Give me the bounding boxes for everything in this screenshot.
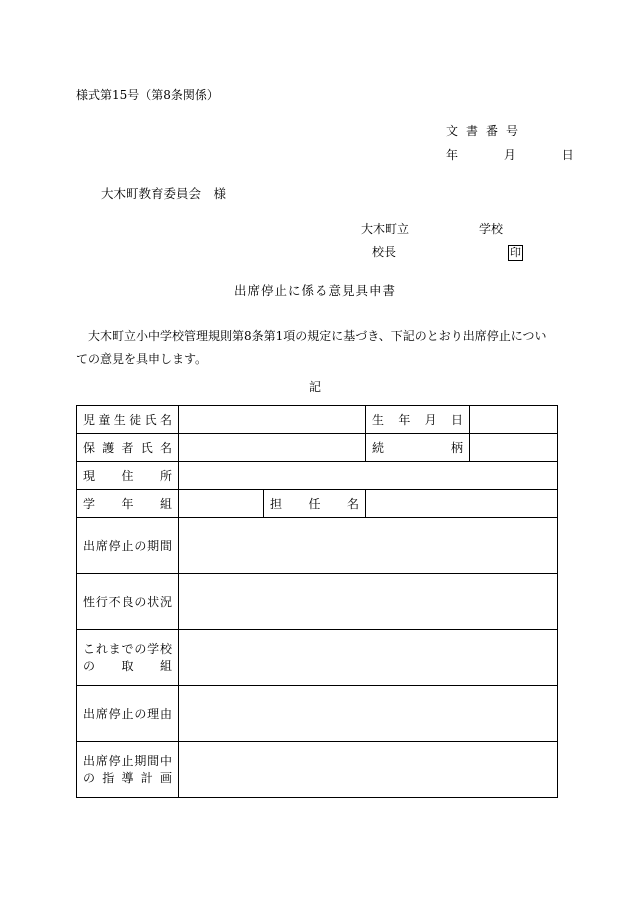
student-name-label: 児童生徒氏名: [77, 406, 179, 434]
report-form-table: [76, 405, 558, 798]
ki-heading: 記: [308, 380, 321, 394]
date-day-label: 日: [561, 148, 574, 162]
table-row: [77, 434, 558, 462]
grade-class-field[interactable]: [179, 490, 264, 518]
period-field[interactable]: [179, 518, 558, 574]
school-efforts-label-line2: の取組: [83, 658, 172, 673]
period-label: 出席停止の期間: [77, 518, 179, 574]
table-row: [77, 518, 558, 574]
table-row: [77, 686, 558, 742]
grade-class-label: 学年組: [77, 490, 179, 518]
relationship-label: 続柄: [366, 434, 470, 462]
addressee: 大木町教育委員会 様: [101, 186, 227, 201]
misconduct-label: 性行不良の状況: [77, 574, 179, 630]
form-number-label: 様式第15号（第8条関係）: [76, 88, 219, 102]
seal-mark: 印: [510, 246, 522, 259]
guidance-plan-field[interactable]: [179, 742, 558, 798]
school-efforts-field[interactable]: [179, 630, 558, 686]
birthdate-field[interactable]: [470, 406, 558, 434]
document-title: 出席停止に係る意見具申書: [233, 283, 396, 298]
guidance-plan-label-line1: 出席停止期間中: [83, 753, 172, 768]
reason-field[interactable]: [179, 686, 558, 742]
misconduct-field[interactable]: [179, 574, 558, 630]
relationship-field[interactable]: [470, 434, 558, 462]
table-row: [77, 406, 558, 434]
teacher-name-label: 担任名: [264, 490, 366, 518]
address-label: 現住所: [77, 462, 179, 490]
school-suffix: 学校: [479, 222, 504, 236]
table-row: [77, 742, 558, 798]
birthdate-label: 生年月日: [366, 406, 470, 434]
date-line: [446, 146, 574, 163]
school-prefix: 大木町立: [361, 222, 410, 236]
body-paragraph: 大木町立小中学校管理規則第8条第1項の規定に基づき、下記のとおり出席停止についての意見を具申します。: [76, 329, 547, 366]
address-field[interactable]: [179, 462, 558, 490]
date-year-label: 年: [446, 148, 459, 162]
table-row: [77, 574, 558, 630]
table-row: [77, 630, 558, 686]
table-row: [77, 462, 558, 490]
guardian-name-field[interactable]: [179, 434, 366, 462]
principal-label: 校長: [372, 245, 397, 259]
guidance-plan-label-line2: の指導計画: [83, 770, 172, 785]
table-row: [77, 490, 558, 518]
date-month-label: 月: [503, 148, 516, 162]
school-efforts-label-line1: これまでの学校: [83, 641, 172, 656]
guardian-name-label: 保護者氏名: [77, 434, 179, 462]
sender-school: [361, 220, 503, 237]
guidance-plan-label: [77, 742, 179, 798]
sender-principal: [372, 243, 523, 261]
reason-label: 出席停止の理由: [77, 686, 179, 742]
document-number-label: 文書番号: [446, 124, 527, 138]
school-efforts-label: [77, 630, 179, 686]
teacher-name-field[interactable]: [366, 490, 558, 518]
student-name-field[interactable]: [179, 406, 366, 434]
